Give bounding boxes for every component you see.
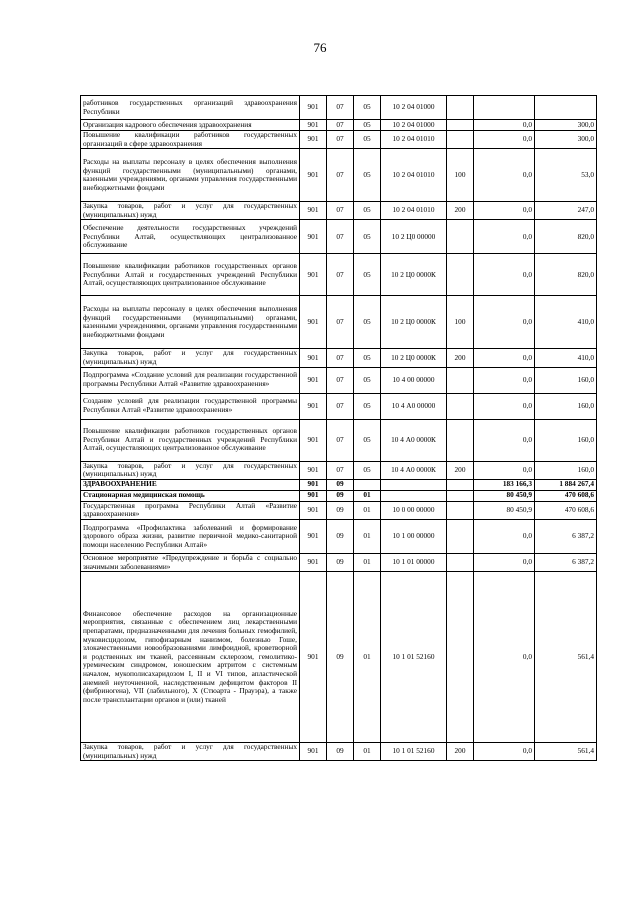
cell-section: 07 — [327, 120, 354, 131]
cell-subsection: 01 — [354, 572, 381, 743]
table-row — [81, 131, 597, 149]
cell-name: Государственная программа Республики Алтай «Развитие здравоохранения» — [81, 501, 300, 519]
cell-target-article: 10 2 04 01010 — [381, 202, 447, 220]
table-row — [81, 501, 597, 519]
cell-sum-1: 0,0 — [474, 572, 535, 743]
cell-subsection: 05 — [354, 419, 381, 461]
cell-sum-2: 160,0 — [535, 367, 597, 393]
cell-sum-2: 1 884 267,4 — [535, 479, 597, 490]
cell-sum-1: 80 450,9 — [474, 490, 535, 501]
cell-section: 09 — [327, 519, 354, 553]
cell-target-article: 10 1 01 52160 — [381, 743, 447, 761]
cell-subsection: 01 — [354, 501, 381, 519]
cell-subsection: 05 — [354, 149, 381, 202]
cell-subsection: 01 — [354, 553, 381, 571]
cell-grbs: 901 — [300, 553, 327, 571]
cell-section: 09 — [327, 501, 354, 519]
cell-sum-2: 561,4 — [535, 572, 597, 743]
cell-name: Обеспечение деятельности государственных учреждений Республики Алтай, осуществляющих централизованное обслуживание — [81, 220, 300, 254]
cell-target-article: 10 1 01 00000 — [381, 553, 447, 571]
cell-grbs: 901 — [300, 393, 327, 419]
cell-sum-2: 470 608,6 — [535, 501, 597, 519]
cell-sum-2: 410,0 — [535, 349, 597, 367]
cell-sum-2: 561,4 — [535, 743, 597, 761]
cell-expense-type: 100 — [447, 296, 474, 349]
cell-name: Повышение квалификации работников государственных органов Республики Алтай и государственных учреждений Республики Алтай, осуществляющих централизованное обслуживание — [81, 254, 300, 296]
table-row — [81, 519, 597, 553]
cell-sum-1 — [474, 96, 535, 120]
cell-grbs: 901 — [300, 501, 327, 519]
cell-target-article: 10 2 Ц0 0000К — [381, 254, 447, 296]
cell-sum-2: 300,0 — [535, 131, 597, 149]
cell-target-article: 10 4 А0 0000К — [381, 419, 447, 461]
cell-sum-1: 0,0 — [474, 367, 535, 393]
cell-section: 07 — [327, 393, 354, 419]
cell-grbs: 901 — [300, 254, 327, 296]
cell-name: Повышение квалификации работников государственных органов Республики Алтай и государственных учреждений Республики Алтай, осуществляющих централизованное обслуживание — [81, 419, 300, 461]
cell-section: 07 — [327, 461, 354, 479]
cell-expense-type — [447, 254, 474, 296]
cell-grbs: 901 — [300, 220, 327, 254]
cell-grbs: 901 — [300, 149, 327, 202]
cell-expense-type — [447, 572, 474, 743]
cell-target-article: 10 2 Ц0 0000К — [381, 349, 447, 367]
cell-name: ЗДРАВООХРАНЕНИЕ — [81, 479, 300, 490]
cell-expense-type — [447, 519, 474, 553]
cell-expense-type — [447, 393, 474, 419]
cell-grbs: 901 — [300, 419, 327, 461]
cell-subsection: 05 — [354, 220, 381, 254]
cell-sum-2: 160,0 — [535, 419, 597, 461]
cell-name: Расходы на выплаты персоналу в целях обеспечения выполнения функций государственными (муниципальными) органами, казенными учреждениями, органами управления государственными внебюджетными фондами — [81, 296, 300, 349]
table-row — [81, 296, 597, 349]
cell-expense-type: 200 — [447, 349, 474, 367]
cell-sum-2: 820,0 — [535, 220, 597, 254]
cell-subsection: 05 — [354, 367, 381, 393]
cell-expense-type — [447, 120, 474, 131]
cell-sum-1: 0,0 — [474, 131, 535, 149]
cell-target-article: 10 2 04 01000 — [381, 120, 447, 131]
cell-sum-1: 0,0 — [474, 254, 535, 296]
cell-grbs: 901 — [300, 572, 327, 743]
cell-target-article: 10 4 00 00000 — [381, 367, 447, 393]
cell-target-article: 10 2 04 01010 — [381, 149, 447, 202]
cell-grbs: 901 — [300, 96, 327, 120]
cell-subsection: 01 — [354, 490, 381, 501]
cell-expense-type: 100 — [447, 149, 474, 202]
cell-sum-2: 410,0 — [535, 296, 597, 349]
cell-name: Закупка товаров, работ и услуг для государственных (муниципальных) нужд — [81, 349, 300, 367]
cell-sum-2: 6 387,2 — [535, 553, 597, 571]
table-row — [81, 461, 597, 479]
table-row — [81, 490, 597, 501]
cell-sum-2: 53,0 — [535, 149, 597, 202]
cell-expense-type: 200 — [447, 743, 474, 761]
cell-grbs: 901 — [300, 349, 327, 367]
cell-section: 07 — [327, 349, 354, 367]
cell-target-article: 10 2 Ц0 0000К — [381, 296, 447, 349]
cell-grbs: 901 — [300, 131, 327, 149]
cell-subsection: 05 — [354, 461, 381, 479]
cell-sum-1: 183 166,3 — [474, 479, 535, 490]
cell-expense-type: 200 — [447, 202, 474, 220]
cell-sum-1: 0,0 — [474, 149, 535, 202]
cell-section: 07 — [327, 419, 354, 461]
cell-sum-1: 0,0 — [474, 120, 535, 131]
cell-sum-1: 0,0 — [474, 519, 535, 553]
cell-grbs: 901 — [300, 367, 327, 393]
cell-grbs: 901 — [300, 202, 327, 220]
table-row — [81, 120, 597, 131]
cell-target-article: 10 1 00 00000 — [381, 519, 447, 553]
cell-name: работников государственных организаций здравоохранения Республики — [81, 96, 300, 120]
cell-name: Подпрограмма «Профилактика заболеваний и формирование здорового образа жизни, развитие первичной медико-санитарной помощи населению Республики Алтай» — [81, 519, 300, 553]
cell-expense-type — [447, 96, 474, 120]
cell-sum-2: 160,0 — [535, 393, 597, 419]
cell-section: 07 — [327, 96, 354, 120]
cell-sum-2: 470 608,6 — [535, 490, 597, 501]
cell-name: Организация кадрового обеспечения здравоохранения — [81, 120, 300, 131]
cell-sum-1: 80 450,9 — [474, 501, 535, 519]
table-row — [81, 572, 597, 743]
cell-expense-type: 200 — [447, 461, 474, 479]
cell-sum-2: 247,0 — [535, 202, 597, 220]
cell-sum-1: 0,0 — [474, 296, 535, 349]
cell-name: Финансовое обеспечение расходов на организационные мероприятия, связанные с обеспечением лиц лекарственными препаратами, предназначенными для лечения больных гемофилией, муковисцидозом, гипофизарным нанизмом, болезнью Гоше, злокачественными новообразованиями лимфоидной, кроветворной и родственных им тканей, рассеянным склерозом, гемолитико-уремическим синдромом, юношеским артритом с системным началом, мукополисахаридозом I, II и VI типов, апластической анемией неуточненной, наследственным дефицитом факторов II (фибриногена), VII (лабильного), X (Стюарта - Прауэра), а также после трансплантации органов и (или) тканей — [81, 572, 300, 743]
cell-name: Основное мероприятие «Предупреждение и борьба с социально значимыми заболеваниями» — [81, 553, 300, 571]
table-row — [81, 349, 597, 367]
table-row — [81, 553, 597, 571]
cell-section: 09 — [327, 479, 354, 490]
cell-name: Расходы на выплаты персоналу в целях обеспечения выполнения функций государственными (муниципальными) органами, казенными учреждениями, органами управления государственными внебюджетными фондами — [81, 149, 300, 202]
cell-target-article — [381, 490, 447, 501]
cell-sum-2: 300,0 — [535, 120, 597, 131]
table-row — [81, 254, 597, 296]
cell-section: 07 — [327, 296, 354, 349]
table-row — [81, 96, 597, 120]
table-row — [81, 202, 597, 220]
cell-section: 07 — [327, 149, 354, 202]
cell-section: 09 — [327, 490, 354, 501]
table-row — [81, 149, 597, 202]
table-row — [81, 419, 597, 461]
cell-subsection: 01 — [354, 519, 381, 553]
cell-target-article: 10 0 00 00000 — [381, 501, 447, 519]
cell-expense-type — [447, 479, 474, 490]
cell-grbs: 901 — [300, 743, 327, 761]
cell-name: Закупка товаров, работ и услуг для государственных (муниципальных) нужд — [81, 743, 300, 761]
cell-grbs: 901 — [300, 296, 327, 349]
cell-section: 07 — [327, 131, 354, 149]
cell-expense-type — [447, 220, 474, 254]
cell-sum-2: 160,0 — [535, 461, 597, 479]
cell-sum-2: 6 387,2 — [535, 519, 597, 553]
cell-expense-type — [447, 419, 474, 461]
cell-sum-1: 0,0 — [474, 202, 535, 220]
table-row — [81, 220, 597, 254]
cell-subsection: 01 — [354, 743, 381, 761]
cell-name: Подпрограмма «Создание условий для реализации государственной программы Республики Алтай «Развитие здравоохранения» — [81, 367, 300, 393]
page-number: 76 — [313, 40, 327, 55]
cell-target-article: 10 4 А0 0000К — [381, 461, 447, 479]
cell-section: 09 — [327, 572, 354, 743]
cell-subsection: 05 — [354, 254, 381, 296]
cell-subsection: 05 — [354, 349, 381, 367]
cell-grbs: 901 — [300, 120, 327, 131]
cell-section: 07 — [327, 202, 354, 220]
table-row — [81, 479, 597, 490]
cell-sum-1: 0,0 — [474, 393, 535, 419]
cell-section: 07 — [327, 220, 354, 254]
cell-subsection: 05 — [354, 131, 381, 149]
cell-grbs: 901 — [300, 461, 327, 479]
table-row — [81, 393, 597, 419]
cell-sum-1: 0,0 — [474, 349, 535, 367]
cell-target-article: 10 4 А0 00000 — [381, 393, 447, 419]
cell-expense-type — [447, 490, 474, 501]
cell-expense-type — [447, 367, 474, 393]
cell-sum-1: 0,0 — [474, 461, 535, 479]
cell-sum-1: 0,0 — [474, 419, 535, 461]
cell-target-article: 10 2 04 01010 — [381, 131, 447, 149]
cell-name: Стационарная медицинская помощь — [81, 490, 300, 501]
cell-sum-1: 0,0 — [474, 220, 535, 254]
cell-subsection — [354, 479, 381, 490]
cell-sum-1: 0,0 — [474, 553, 535, 571]
cell-target-article — [381, 479, 447, 490]
cell-name: Создание условий для реализации государственной программы Республики Алтай «Развитие здравоохранения» — [81, 393, 300, 419]
cell-name: Повышение квалификации работников государственных организаций в сфере здравоохранения — [81, 131, 300, 149]
table-row — [81, 743, 597, 761]
cell-grbs: 901 — [300, 490, 327, 501]
cell-sum-2 — [535, 96, 597, 120]
cell-subsection: 05 — [354, 296, 381, 349]
cell-expense-type — [447, 131, 474, 149]
cell-section: 09 — [327, 553, 354, 571]
cell-subsection: 05 — [354, 202, 381, 220]
cell-subsection: 05 — [354, 393, 381, 419]
cell-section: 07 — [327, 367, 354, 393]
cell-section: 09 — [327, 743, 354, 761]
cell-name: Закупка товаров, работ и услуг для государственных (муниципальных) нужд — [81, 461, 300, 479]
cell-grbs: 901 — [300, 479, 327, 490]
table-row — [81, 367, 597, 393]
cell-sum-1: 0,0 — [474, 743, 535, 761]
cell-grbs: 901 — [300, 519, 327, 553]
cell-sum-2: 820,0 — [535, 254, 597, 296]
cell-expense-type — [447, 501, 474, 519]
cell-target-article: 10 2 Ц0 00000 — [381, 220, 447, 254]
cell-subsection: 05 — [354, 96, 381, 120]
cell-section: 07 — [327, 254, 354, 296]
cell-name: Закупка товаров, работ и услуг для государственных (муниципальных) нужд — [81, 202, 300, 220]
cell-target-article: 10 1 01 52160 — [381, 572, 447, 743]
budget-table — [80, 95, 597, 761]
cell-target-article: 10 2 04 01000 — [381, 96, 447, 120]
cell-expense-type — [447, 553, 474, 571]
cell-subsection: 05 — [354, 120, 381, 131]
